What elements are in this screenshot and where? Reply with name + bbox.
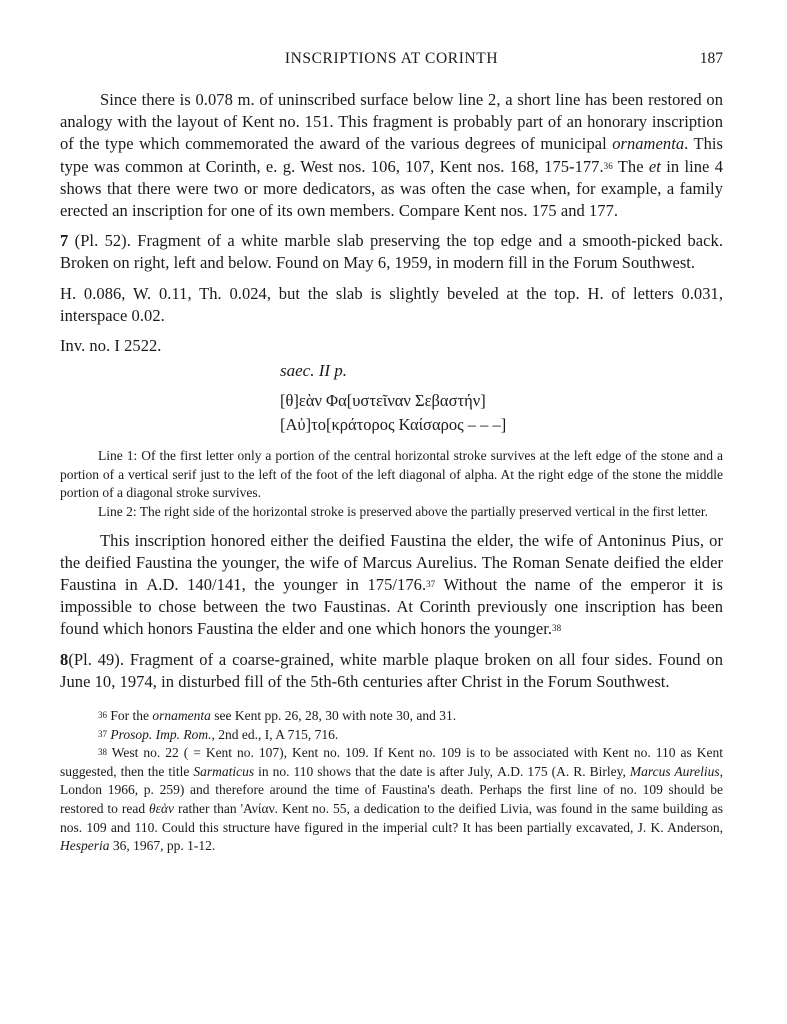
- inscription-date: saec. II p.: [280, 361, 348, 381]
- text-run: This inscription honored either the deified Faustina the elder, the wife of Antoninus Pius, or the deified Faustina the younger, the wife of Marcus Aurelius. The Roman Senate deified the elder Faustina in: [60, 530, 723, 595]
- footnote-mark: 37: [98, 728, 107, 739]
- paragraph-faustina: [60, 530, 723, 641]
- inscription-line-1: [θ]εὰν Φα[υστεῖναν Σεβαστήν]: [280, 391, 486, 411]
- main-text: [60, 89, 723, 856]
- text-run: 140/141, the younger in 175/176.: [178, 575, 427, 595]
- text-run: . Kent no. 55, a dedication to the deified Livia, was found in the same building as nos. 109 and 110. Could this structure have figured in the imperial cult? It has been partially excavated, J. K. Anderson,: [60, 801, 723, 835]
- footnote-ref-37: 37: [426, 579, 436, 590]
- entry-7-inventory: Inv. no. I 2522.: [60, 336, 162, 356]
- text-run: , London 1966, p. 259) and therefore around the time of Faustina's death. Perhaps the first line of no. 109 should be restored to read: [60, 763, 724, 816]
- inscription-text: [60, 359, 723, 437]
- text-run: For the: [107, 708, 153, 724]
- era-abbrev: A.D.: [146, 575, 179, 595]
- text-run: The: [612, 156, 649, 176]
- text-run: see Kent pp. 26, 28, 30 with note 30, and 31.: [210, 708, 457, 724]
- era-abbrev: A.D.: [497, 763, 524, 779]
- line-note-2: Line 2: The right side of the horizontal stroke is preserved above the partially preserved vertical in the first letter.: [98, 504, 709, 520]
- text-run: in no. 110 shows that the date is after July,: [254, 763, 498, 779]
- text-run: 175 (A. R. Birley,: [523, 763, 630, 779]
- text-run: , 2nd ed., I, A 715, 716.: [211, 726, 339, 742]
- entry-number: 8: [60, 649, 69, 669]
- entry-number: 7: [60, 231, 69, 251]
- entry-7-description: [60, 230, 723, 274]
- footnote-36: [60, 707, 723, 726]
- footnote-ref-36: 36: [603, 160, 613, 171]
- italic-term: Hesperia: [60, 838, 110, 854]
- text-run: Without the name of the emperor it is impossible to chose between the two Faustinas. At Corinth previously one inscription has been found which honors Faustina the elder and one which honors the younger.: [60, 575, 723, 639]
- entry-7-dimensions: H. 0.086, W. 0.11, Th. 0.024, but the slab is slightly beveled at the top. H. of letters 0.031, interspace 0.02.: [60, 283, 723, 325]
- paragraph-ornamenta: [60, 89, 723, 222]
- page-number: 187: [699, 50, 723, 67]
- italic-term: ornamenta: [612, 134, 685, 154]
- italic-term: Prosop. Imp. Rom.: [110, 726, 212, 742]
- entry-8-description: [60, 649, 723, 693]
- line-commentary: [60, 447, 723, 521]
- text-run: West no. 22 ( = Kent no. 107), Kent no. 109. If Kent no. 109 is to be associated with Kent no. 110 as Kent suggested, then the title: [60, 745, 723, 779]
- text-run: Since there is 0.078 m. of uninscribed surface below line 2, a short line has been restored on analogy with the layout of Kent no. 151. This fragment is probably part of an honorary inscription of the type which commemorated the award of the various degrees of municipal: [60, 90, 723, 154]
- line-note-1: Line 1: Of the first letter only a portion of the central horizontal stroke survives at the left edge of the stone and a portion of a vertical serif just to the left of the foot of the left diagonal of alpha. At the right edge of the stone the middle portion of a diagonal stroke survives.: [60, 448, 723, 501]
- footnote-ref-38: 38: [552, 623, 562, 634]
- greek-term: 'Ανίαν: [240, 801, 275, 816]
- footnote-mark: 38: [98, 747, 107, 758]
- italic-term: Marcus Aurelius: [629, 763, 720, 779]
- footnote-mark: 36: [98, 710, 107, 721]
- inscription-line-2: [Αὐ]το[κράτορος Καίσαρος – – –]: [280, 415, 507, 435]
- footnote-38: [60, 744, 723, 856]
- text-run: in line 4 shows that there were two or more dedicators, as was often the case when, for example, a family erected an inscription for one of its own members. Compare Kent nos. 175 and 177.: [60, 156, 723, 221]
- text-run: (Pl. 52). Fragment of a white marble slab preserving the top edge and a smooth-picked back. Broken on right, left and below. Found on May 6, 1959, in modern fill in the Forum Southwest.: [60, 231, 723, 273]
- italic-term: ornamenta: [152, 708, 211, 724]
- greek-term: θεὰν: [149, 801, 175, 816]
- running-header: [60, 50, 723, 72]
- text-run: . This type was common at Corinth, e. g. West nos. 106, 107, Kent nos. 168, 175-177.: [60, 134, 723, 176]
- italic-term: Sarmaticus: [193, 763, 255, 779]
- italic-term: et: [648, 156, 661, 176]
- text-run: 36, 1967, pp. 1-12.: [109, 838, 216, 854]
- text-run: (Pl. 49). Fragment of a coarse-grained, white marble plaque broken on all four sides. Found on June 10, 1974, in disturbed fill of the 5th-6th centuries after Christ in the Forum Southwest.: [60, 649, 723, 691]
- running-title: INSCRIPTIONS AT CORINTH: [284, 50, 499, 67]
- footnote-37: [60, 726, 723, 745]
- footnotes: [60, 707, 723, 856]
- text-run: rather than: [174, 801, 241, 816]
